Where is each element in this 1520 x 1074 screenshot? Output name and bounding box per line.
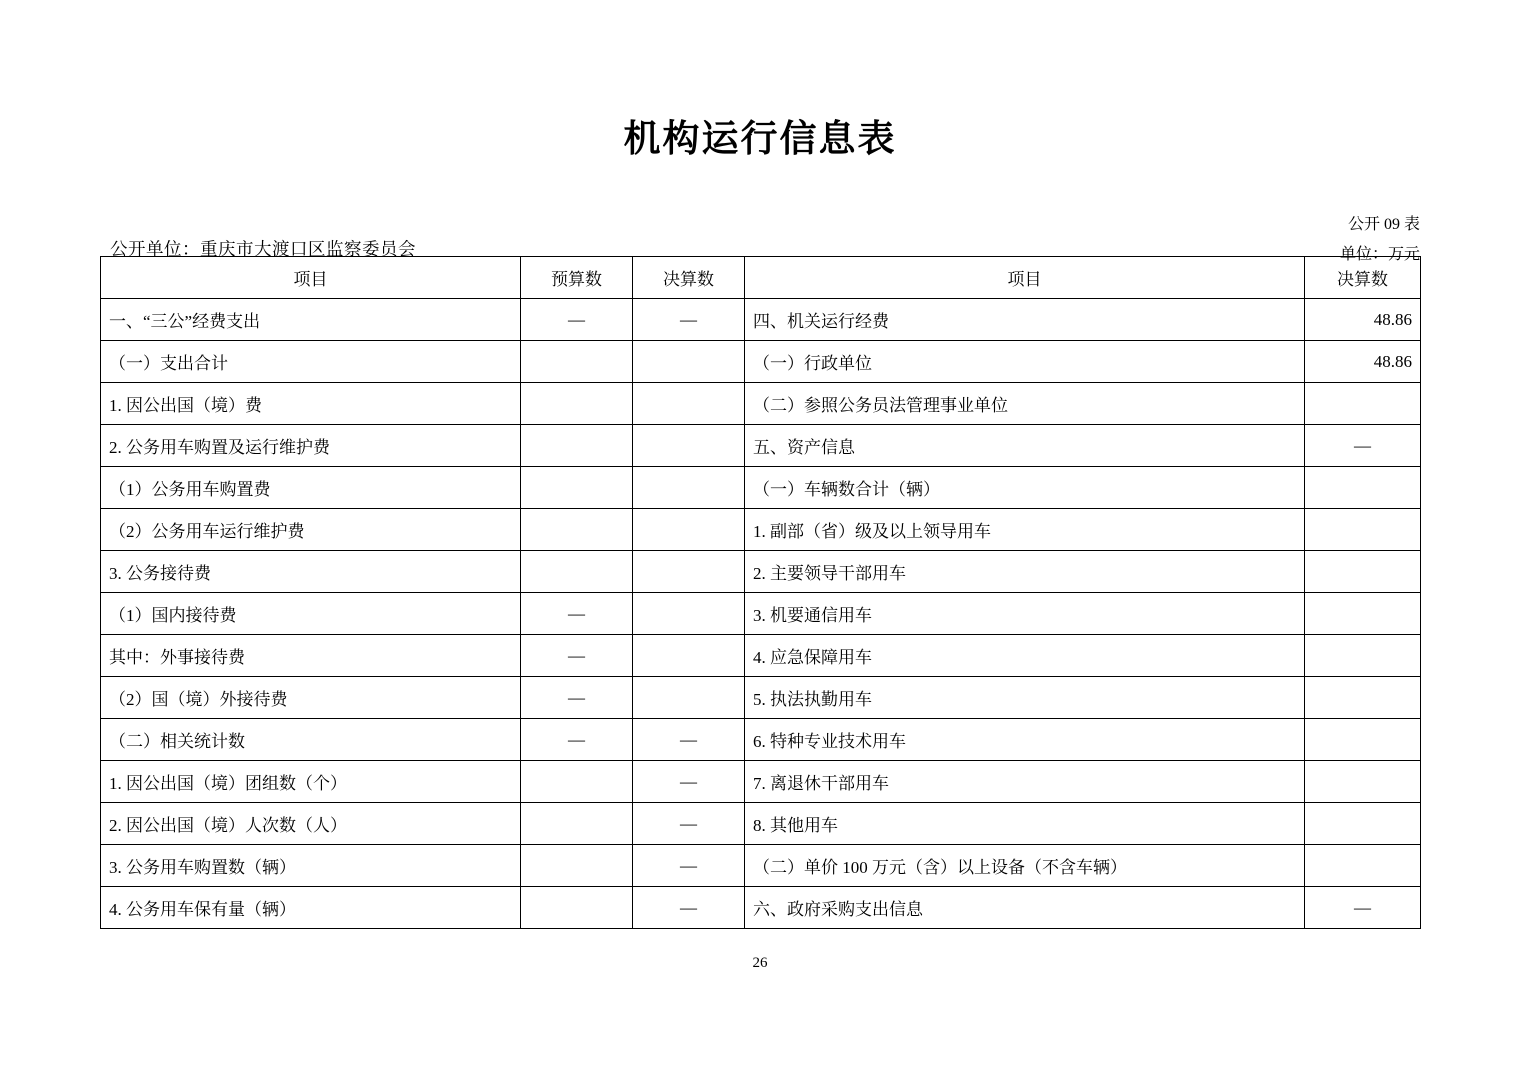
row-final-value-right (1305, 467, 1421, 509)
row-final-value (633, 467, 745, 509)
table-row (101, 719, 1421, 761)
table-row (101, 803, 1421, 845)
row-label-right: 四、机关运行经费 (745, 299, 1305, 341)
row-final-value-right (1305, 635, 1421, 677)
row-final-value-right (1305, 551, 1421, 593)
row-final-value-right (1305, 845, 1421, 887)
table-row (101, 635, 1421, 677)
row-label-right: （一）车辆数合计（辆） (745, 467, 1305, 509)
row-final-value (633, 509, 745, 551)
table-row (101, 467, 1421, 509)
table-row (101, 551, 1421, 593)
header-item-left: 项目 (101, 257, 521, 299)
table-row (101, 593, 1421, 635)
row-budget-value (521, 383, 633, 425)
row-final-value-right (1305, 803, 1421, 845)
row-budget-value (521, 803, 633, 845)
row-budget-value (521, 761, 633, 803)
row-label-right: （二）参照公务员法管理事业单位 (745, 383, 1305, 425)
row-label-left: 4. 公务用车保有量（辆） (101, 887, 521, 929)
row-label-left: 1. 因公出国（境）费 (101, 383, 521, 425)
table-row (101, 509, 1421, 551)
header-final-right: 决算数 (1305, 257, 1421, 299)
row-label-right: 3. 机要通信用车 (745, 593, 1305, 635)
row-final-value: — (633, 719, 745, 761)
row-final-value-right (1305, 719, 1421, 761)
row-label-left: （2）公务用车运行维护费 (101, 509, 521, 551)
row-final-value (633, 677, 745, 719)
row-label-right: 7. 离退休干部用车 (745, 761, 1305, 803)
row-final-value: — (633, 803, 745, 845)
row-budget-value: — (521, 635, 633, 677)
row-label-left: 2. 因公出国（境）人次数（人） (101, 803, 521, 845)
row-final-value-right (1305, 383, 1421, 425)
row-budget-value (521, 425, 633, 467)
row-budget-value (521, 509, 633, 551)
header-item-right: 项目 (745, 257, 1305, 299)
amount-unit-label: 单位：万元 (1339, 245, 1420, 263)
row-final-value: — (633, 887, 745, 929)
page-title: 机构运行信息表 (623, 119, 897, 160)
row-budget-value (521, 341, 633, 383)
header-final: 决算数 (633, 257, 745, 299)
table-header-row (101, 257, 1421, 299)
table-row (101, 887, 1421, 929)
row-budget-value (521, 845, 633, 887)
row-label-left: （1）公务用车购置费 (101, 467, 521, 509)
row-label-right: 1. 副部（省）级及以上领导用车 (745, 509, 1305, 551)
publishing-unit-label: 公开单位：重庆市大渡口区监察委员会 (110, 239, 416, 259)
row-final-value (633, 383, 745, 425)
row-final-value: — (633, 299, 745, 341)
row-budget-value: — (521, 719, 633, 761)
row-label-left: 一、“三公”经费支出 (101, 299, 521, 341)
table-row (101, 425, 1421, 467)
row-final-value-right: 48.86 (1305, 299, 1421, 341)
table-row (101, 383, 1421, 425)
row-label-left: （一）支出合计 (101, 341, 521, 383)
form-number-label: 公开 09 表 (1347, 216, 1420, 233)
row-label-right: （二）单价 100 万元（含）以上设备（不含车辆） (745, 845, 1305, 887)
header-budget: 预算数 (521, 257, 633, 299)
row-label-right: （一）行政单位 (745, 341, 1305, 383)
row-final-value (633, 551, 745, 593)
row-label-left: （二）相关统计数 (101, 719, 521, 761)
row-final-value (633, 341, 745, 383)
row-label-left: 其中：外事接待费 (101, 635, 521, 677)
table-row (101, 299, 1421, 341)
row-final-value (633, 593, 745, 635)
institution-operation-table (100, 256, 1421, 929)
row-label-right: 2. 主要领导干部用车 (745, 551, 1305, 593)
row-final-value-right: 48.86 (1305, 341, 1421, 383)
table-row (101, 845, 1421, 887)
row-label-left: （1）国内接待费 (101, 593, 521, 635)
row-label-right: 8. 其他用车 (745, 803, 1305, 845)
row-label-right: 6. 特种专业技术用车 (745, 719, 1305, 761)
row-label-left: （2）国（境）外接待费 (101, 677, 521, 719)
row-final-value-right: — (1305, 425, 1421, 467)
row-budget-value (521, 467, 633, 509)
row-final-value: — (633, 845, 745, 887)
row-final-value-right (1305, 761, 1421, 803)
row-budget-value: — (521, 677, 633, 719)
table-row (101, 341, 1421, 383)
row-label-right: 5. 执法执勤用车 (745, 677, 1305, 719)
row-budget-value (521, 887, 633, 929)
row-final-value-right: — (1305, 887, 1421, 929)
row-label-right: 4. 应急保障用车 (745, 635, 1305, 677)
page-number: 26 (752, 955, 768, 971)
row-final-value-right (1305, 677, 1421, 719)
row-final-value: — (633, 761, 745, 803)
row-label-left: 3. 公务用车购置数（辆） (101, 845, 521, 887)
row-budget-value: — (521, 299, 633, 341)
row-final-value (633, 635, 745, 677)
row-budget-value (521, 551, 633, 593)
row-label-left: 1. 因公出国（境）团组数（个） (101, 761, 521, 803)
row-final-value-right (1305, 509, 1421, 551)
row-label-left: 3. 公务接待费 (101, 551, 521, 593)
row-final-value-right (1305, 593, 1421, 635)
row-label-right: 六、政府采购支出信息 (745, 887, 1305, 929)
table-row (101, 761, 1421, 803)
row-budget-value: — (521, 593, 633, 635)
table-row (101, 677, 1421, 719)
row-label-right: 五、资产信息 (745, 425, 1305, 467)
row-final-value (633, 425, 745, 467)
row-label-left: 2. 公务用车购置及运行维护费 (101, 425, 521, 467)
table-body (101, 299, 1421, 929)
